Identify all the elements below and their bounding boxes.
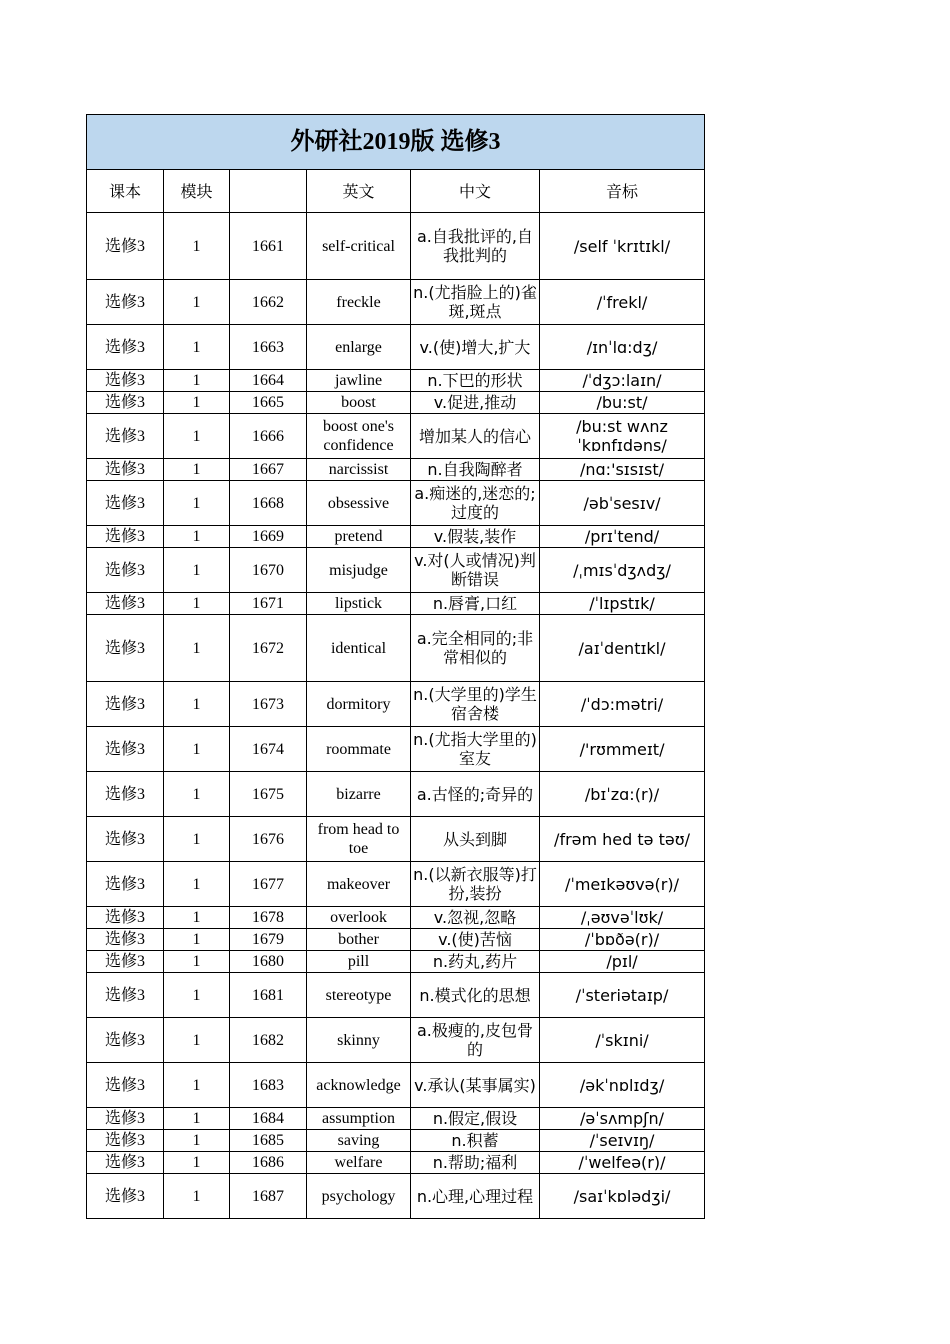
header-module: 模块 <box>164 170 230 213</box>
table-row <box>87 817 705 862</box>
cell-chinese: n.(大学里的)学生宿舍楼 <box>411 682 540 727</box>
cell-phonetic: /ˈdɔ:mətri/ <box>540 682 705 727</box>
cell-english: boost <box>307 392 411 414</box>
table-row <box>87 414 705 459</box>
cell-book: 选修3 <box>87 817 164 862</box>
table-row <box>87 1108 705 1130</box>
cell-chinese: n.模式化的思想 <box>411 973 540 1018</box>
cell-chinese: 从头到脚 <box>411 817 540 862</box>
cell-number: 1678 <box>230 907 307 929</box>
cell-book: 选修3 <box>87 392 164 414</box>
table-row <box>87 929 705 951</box>
cell-english: acknowledge <box>307 1063 411 1108</box>
cell-module: 1 <box>164 548 230 593</box>
cell-english: self-critical <box>307 213 411 280</box>
cell-book: 选修3 <box>87 682 164 727</box>
cell-module: 1 <box>164 929 230 951</box>
cell-module: 1 <box>164 1174 230 1219</box>
table-row <box>87 593 705 615</box>
cell-english: makeover <box>307 862 411 907</box>
header-phonetic: 音标 <box>540 170 705 213</box>
cell-book: 选修3 <box>87 862 164 907</box>
cell-chinese: a.自我批评的,自我批判的 <box>411 213 540 280</box>
table-row <box>87 1018 705 1063</box>
cell-english: psychology <box>307 1174 411 1219</box>
cell-number: 1677 <box>230 862 307 907</box>
cell-english: enlarge <box>307 325 411 370</box>
cell-module: 1 <box>164 615 230 682</box>
cell-chinese: n.(以新衣服等)打扮,装扮 <box>411 862 540 907</box>
cell-chinese: n.心理,心理过程 <box>411 1174 540 1219</box>
table-row <box>87 280 705 325</box>
cell-module: 1 <box>164 817 230 862</box>
cell-chinese: v.假装,装作 <box>411 526 540 548</box>
cell-phonetic: /ˌmɪsˈdʒʌdʒ/ <box>540 548 705 593</box>
table-row <box>87 370 705 392</box>
cell-english: skinny <box>307 1018 411 1063</box>
cell-phonetic: /'rʊmmeɪt/ <box>540 727 705 772</box>
cell-book: 选修3 <box>87 973 164 1018</box>
cell-number: 1661 <box>230 213 307 280</box>
cell-book: 选修3 <box>87 526 164 548</box>
cell-phonetic: /bɪˈzɑ:(r)/ <box>540 772 705 817</box>
cell-chinese: v.(使)苦恼 <box>411 929 540 951</box>
table-row <box>87 862 705 907</box>
cell-phonetic: /ˈdʒɔ:laɪn/ <box>540 370 705 392</box>
table-row <box>87 682 705 727</box>
cell-english: roommate <box>307 727 411 772</box>
cell-module: 1 <box>164 1018 230 1063</box>
header-chinese: 中文 <box>411 170 540 213</box>
cell-number: 1671 <box>230 593 307 615</box>
table-row <box>87 772 705 817</box>
cell-english: stereotype <box>307 973 411 1018</box>
cell-number: 1672 <box>230 615 307 682</box>
cell-phonetic: /ɪnˈlɑ:dʒ/ <box>540 325 705 370</box>
cell-number: 1679 <box>230 929 307 951</box>
cell-module: 1 <box>164 414 230 459</box>
cell-phonetic: /self ˈkrɪtɪkl/ <box>540 213 705 280</box>
cell-module: 1 <box>164 772 230 817</box>
cell-english: misjudge <box>307 548 411 593</box>
cell-book: 选修3 <box>87 1152 164 1174</box>
table-row <box>87 481 705 526</box>
table-row <box>87 1152 705 1174</box>
cell-chinese: v.忽视,忽略 <box>411 907 540 929</box>
cell-phonetic: /frəm hed tə təʊ/ <box>540 817 705 862</box>
cell-module: 1 <box>164 280 230 325</box>
cell-book: 选修3 <box>87 370 164 392</box>
cell-phonetic: /bu:st wʌnz ˈkɒnfɪdəns/ <box>540 414 705 459</box>
table-title: 外研社2019版 选修3 <box>87 115 705 170</box>
table-row <box>87 526 705 548</box>
table-row <box>87 325 705 370</box>
cell-english: welfare <box>307 1152 411 1174</box>
cell-english: from head to toe <box>307 817 411 862</box>
cell-chinese: a.痴迷的,迷恋的;过度的 <box>411 481 540 526</box>
header-english: 英文 <box>307 170 411 213</box>
cell-module: 1 <box>164 907 230 929</box>
cell-module: 1 <box>164 951 230 973</box>
cell-book: 选修3 <box>87 1063 164 1108</box>
cell-phonetic: /nɑ:'sɪsɪst/ <box>540 459 705 481</box>
cell-number: 1668 <box>230 481 307 526</box>
cell-chinese: a.极瘦的,皮包骨的 <box>411 1018 540 1063</box>
cell-module: 1 <box>164 682 230 727</box>
header-book: 课本 <box>87 170 164 213</box>
cell-english: boost one's confidence <box>307 414 411 459</box>
cell-book: 选修3 <box>87 548 164 593</box>
cell-number: 1681 <box>230 973 307 1018</box>
cell-chinese: n.自我陶醉者 <box>411 459 540 481</box>
cell-module: 1 <box>164 1130 230 1152</box>
cell-number: 1686 <box>230 1152 307 1174</box>
cell-phonetic: /ˈwelfeə(r)/ <box>540 1152 705 1174</box>
cell-book: 选修3 <box>87 414 164 459</box>
cell-chinese: n.(尤指脸上的)雀斑,斑点 <box>411 280 540 325</box>
cell-module: 1 <box>164 481 230 526</box>
cell-chinese: a.完全相同的;非常相似的 <box>411 615 540 682</box>
cell-phonetic: /ˈseɪvɪŋ/ <box>540 1130 705 1152</box>
cell-number: 1680 <box>230 951 307 973</box>
table-row <box>87 727 705 772</box>
cell-module: 1 <box>164 727 230 772</box>
cell-module: 1 <box>164 1152 230 1174</box>
vocabulary-table <box>86 114 705 1219</box>
cell-book: 选修3 <box>87 213 164 280</box>
cell-module: 1 <box>164 973 230 1018</box>
cell-english: narcissist <box>307 459 411 481</box>
cell-number: 1674 <box>230 727 307 772</box>
cell-phonetic: /ˈmeɪkəʊvə(r)/ <box>540 862 705 907</box>
cell-number: 1666 <box>230 414 307 459</box>
cell-number: 1667 <box>230 459 307 481</box>
cell-book: 选修3 <box>87 727 164 772</box>
cell-english: pretend <box>307 526 411 548</box>
table-row <box>87 973 705 1018</box>
cell-number: 1687 <box>230 1174 307 1219</box>
cell-phonetic: /aɪˈdentɪkl/ <box>540 615 705 682</box>
cell-chinese: n.积蓄 <box>411 1130 540 1152</box>
cell-module: 1 <box>164 370 230 392</box>
cell-phonetic: /əkˈnɒlɪdʒ/ <box>540 1063 705 1108</box>
cell-english: lipstick <box>307 593 411 615</box>
table-row <box>87 392 705 414</box>
cell-number: 1662 <box>230 280 307 325</box>
cell-english: jawline <box>307 370 411 392</box>
cell-phonetic: /ˌəʊvəˈlʊk/ <box>540 907 705 929</box>
header-row <box>87 170 705 213</box>
cell-module: 1 <box>164 1108 230 1130</box>
cell-number: 1683 <box>230 1063 307 1108</box>
cell-number: 1682 <box>230 1018 307 1063</box>
cell-english: obsessive <box>307 481 411 526</box>
cell-phonetic: /pɪl/ <box>540 951 705 973</box>
cell-book: 选修3 <box>87 459 164 481</box>
cell-book: 选修3 <box>87 481 164 526</box>
cell-phonetic: /ˈbɒðə(r)/ <box>540 929 705 951</box>
cell-phonetic: /əˈsʌmpʃn/ <box>540 1108 705 1130</box>
cell-module: 1 <box>164 526 230 548</box>
cell-module: 1 <box>164 459 230 481</box>
cell-english: freckle <box>307 280 411 325</box>
cell-number: 1670 <box>230 548 307 593</box>
cell-chinese: n.帮助;福利 <box>411 1152 540 1174</box>
cell-number: 1665 <box>230 392 307 414</box>
cell-phonetic: /prɪˈtend/ <box>540 526 705 548</box>
cell-module: 1 <box>164 1063 230 1108</box>
cell-chinese: v.对(人或情况)判断错误 <box>411 548 540 593</box>
cell-phonetic: /ˈsteriətaɪp/ <box>540 973 705 1018</box>
cell-book: 选修3 <box>87 593 164 615</box>
cell-chinese: a.古怪的;奇异的 <box>411 772 540 817</box>
cell-number: 1684 <box>230 1108 307 1130</box>
cell-chinese: n.药丸,药片 <box>411 951 540 973</box>
cell-english: identical <box>307 615 411 682</box>
cell-chinese: v.承认(某事属实) <box>411 1063 540 1108</box>
cell-number: 1676 <box>230 817 307 862</box>
cell-book: 选修3 <box>87 280 164 325</box>
cell-book: 选修3 <box>87 615 164 682</box>
cell-chinese: n.假定,假设 <box>411 1108 540 1130</box>
cell-chinese: v.促进,推动 <box>411 392 540 414</box>
header-number <box>230 170 307 213</box>
cell-english: pill <box>307 951 411 973</box>
cell-number: 1673 <box>230 682 307 727</box>
cell-phonetic: /ˈskɪni/ <box>540 1018 705 1063</box>
cell-chinese: n.唇膏,口红 <box>411 593 540 615</box>
cell-book: 选修3 <box>87 1018 164 1063</box>
cell-chinese: n.(尤指大学里的)室友 <box>411 727 540 772</box>
cell-book: 选修3 <box>87 1174 164 1219</box>
cell-english: bizarre <box>307 772 411 817</box>
cell-book: 选修3 <box>87 907 164 929</box>
cell-phonetic: /bu:st/ <box>540 392 705 414</box>
cell-book: 选修3 <box>87 1108 164 1130</box>
table-row <box>87 459 705 481</box>
cell-phonetic: /ˈlɪpstɪk/ <box>540 593 705 615</box>
cell-module: 1 <box>164 392 230 414</box>
table-row <box>87 213 705 280</box>
cell-english: dormitory <box>307 682 411 727</box>
cell-module: 1 <box>164 325 230 370</box>
cell-chinese: v.(使)增大,扩大 <box>411 325 540 370</box>
cell-phonetic: /əbˈsesɪv/ <box>540 481 705 526</box>
table-row <box>87 1174 705 1219</box>
cell-book: 选修3 <box>87 1130 164 1152</box>
cell-phonetic: /saɪˈkɒlədʒi/ <box>540 1174 705 1219</box>
cell-number: 1669 <box>230 526 307 548</box>
cell-number: 1685 <box>230 1130 307 1152</box>
table-body <box>87 213 705 1219</box>
cell-chinese: 增加某人的信心 <box>411 414 540 459</box>
cell-book: 选修3 <box>87 951 164 973</box>
cell-phonetic: /ˈfrekl/ <box>540 280 705 325</box>
table-row <box>87 1130 705 1152</box>
cell-english: saving <box>307 1130 411 1152</box>
cell-chinese: n.下巴的形状 <box>411 370 540 392</box>
table-row <box>87 548 705 593</box>
cell-module: 1 <box>164 213 230 280</box>
cell-book: 选修3 <box>87 325 164 370</box>
table-row <box>87 907 705 929</box>
cell-number: 1664 <box>230 370 307 392</box>
cell-book: 选修3 <box>87 772 164 817</box>
table-row <box>87 615 705 682</box>
cell-english: bother <box>307 929 411 951</box>
cell-english: assumption <box>307 1108 411 1130</box>
table-row <box>87 951 705 973</box>
cell-english: overlook <box>307 907 411 929</box>
table-row <box>87 1063 705 1108</box>
cell-module: 1 <box>164 862 230 907</box>
cell-book: 选修3 <box>87 929 164 951</box>
cell-number: 1663 <box>230 325 307 370</box>
cell-module: 1 <box>164 593 230 615</box>
cell-number: 1675 <box>230 772 307 817</box>
